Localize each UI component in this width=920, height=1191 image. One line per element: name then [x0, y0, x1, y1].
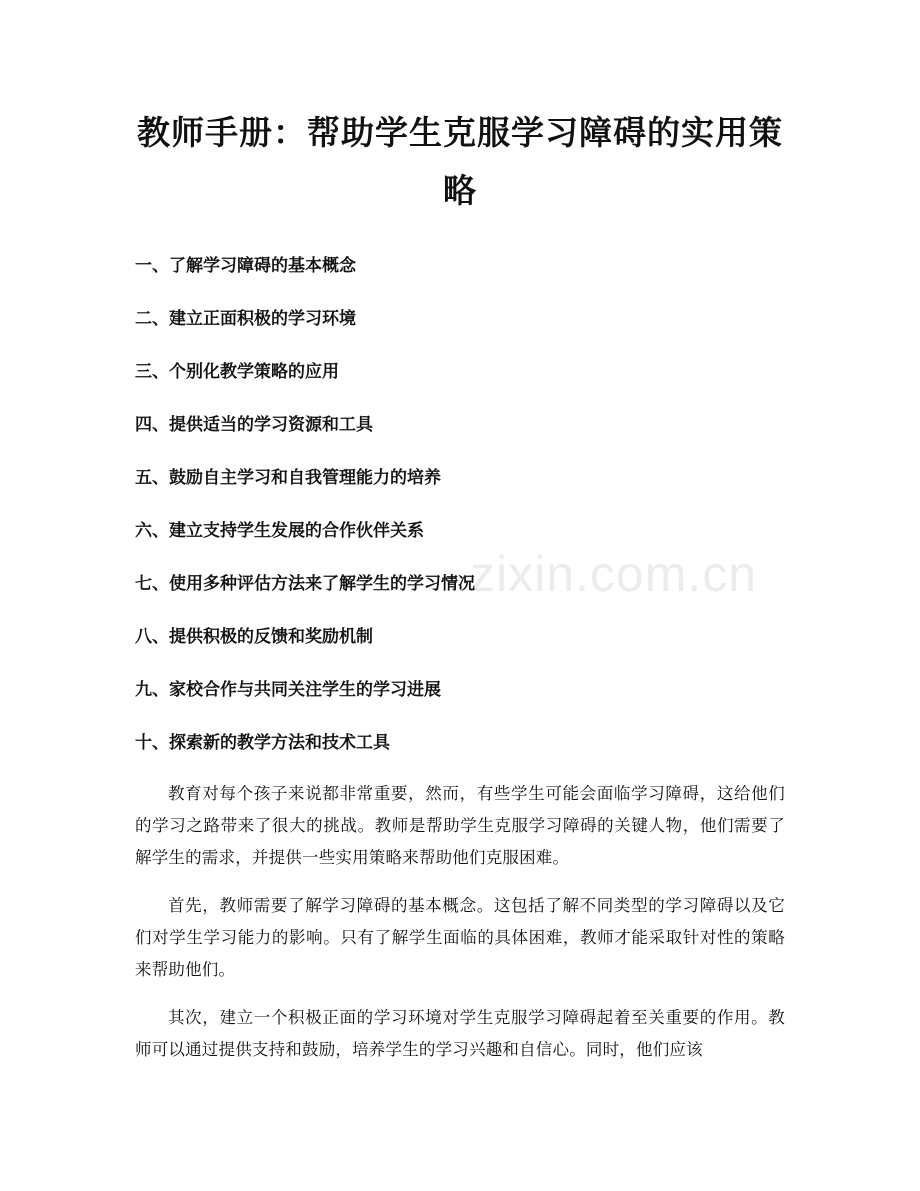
paragraph: 其次，建立一个积极正面的学习环境对学生克服学习障碍起着至关重要的作用。教师可以通过提供支持和鼓励，培养学生的学习兴趣和自信心。同时，他们应该 [135, 1008, 785, 1059]
paragraph: 教育对每个孩子来说都非常重要，然而，有些学生可能会面临学习障碍，这给他们的学习之路带来了很大的挑战。教师是帮助学生克服学习障碍的关键人物，他们需要了解学生的需求，并提供一些实用策略来帮助他们克服困难。 [135, 784, 785, 867]
toc-item: 七、使用多种评估方法来了解学生的学习情况 [135, 574, 475, 594]
body-text [135, 778, 785, 1082]
toc-item: 九、家校合作与共同关注学生的学习进展 [135, 680, 441, 700]
paragraph: 首先，教师需要了解学习障碍的基本概念。这包括了解不同类型的学习障碍以及它们对学生学习能力的影响。只有了解学生面临的具体困难，教师才能采取针对性的策略来帮助他们。 [135, 896, 785, 979]
toc-item: 二、建立正面积极的学习环境 [135, 309, 356, 329]
toc-item: 六、建立支持学生发展的合作伙伴关系 [135, 521, 424, 541]
toc-item: 一、了解学习障碍的基本概念 [135, 256, 356, 276]
document-title: 教师手册：帮助学生克服学习障碍的实用策略 [137, 113, 783, 210]
toc-item: 五、鼓励自主学习和自我管理能力的培养 [135, 468, 441, 488]
toc-item: 八、提供积极的反馈和奖励机制 [135, 627, 373, 647]
toc-item: 四、提供适当的学习资源和工具 [135, 415, 373, 435]
toc-item: 三、个别化教学策略的应用 [135, 362, 339, 382]
watermark: zixin.com.cn [470, 546, 758, 602]
table-of-contents [135, 252, 785, 782]
toc-item: 十、探索新的教学方法和技术工具 [135, 733, 390, 753]
